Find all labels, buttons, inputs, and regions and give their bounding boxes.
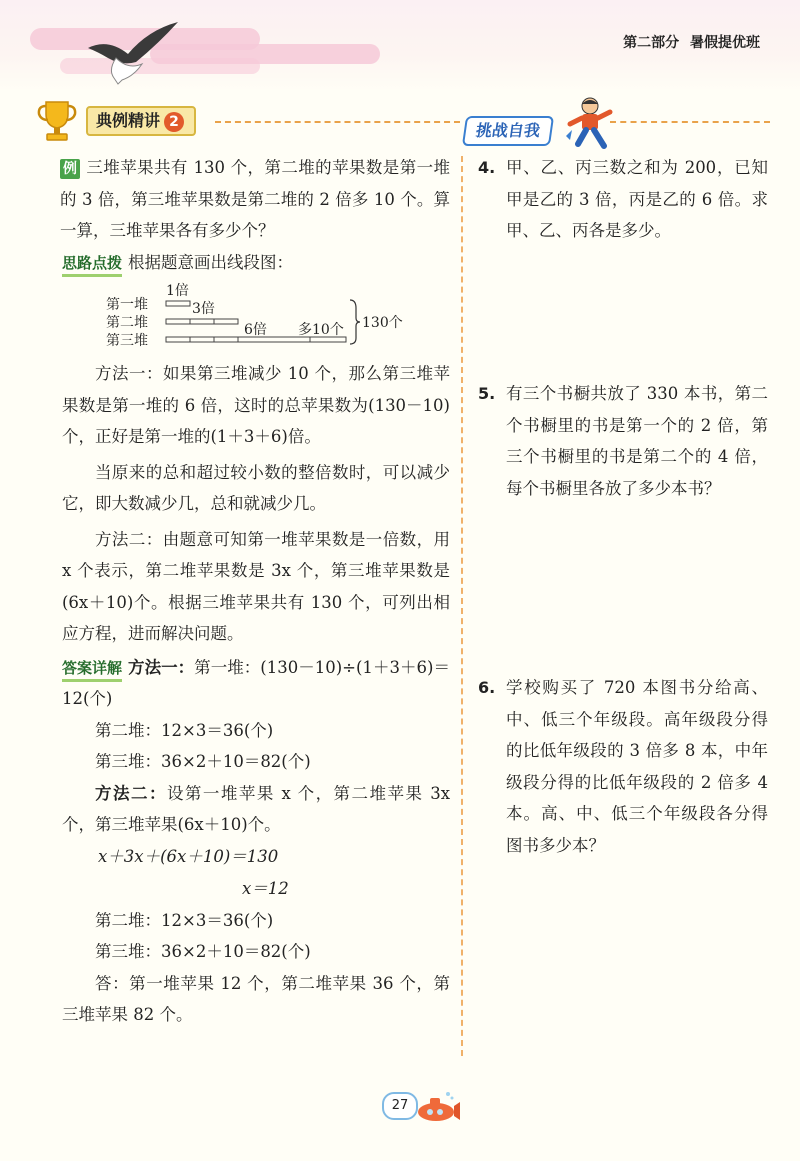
mark-3: 6倍 <box>244 322 267 338</box>
equation-2: x＝12 <box>242 878 289 898</box>
example-problem <box>60 152 450 247</box>
segment-row2 <box>166 319 238 324</box>
trophy-icon <box>36 98 78 142</box>
answer-m1-line3: 第三堆：36×2＋10＝82(个) <box>95 752 311 771</box>
seagull-icon <box>78 18 188 88</box>
segment-diagram-svg <box>62 282 450 352</box>
segment-diagram <box>62 282 450 352</box>
final-answer: 答：第一堆苹果 12 个，第二堆苹果 36 个，第三堆苹果 82 个。 <box>62 973 450 1024</box>
question-4 <box>478 152 768 247</box>
header-class-name: 暑假提优班 <box>690 35 760 51</box>
hint-text: 根据题意画出线段图： <box>128 252 294 272</box>
method2-text: 方法二：由题意可知第一堆苹果数是一倍数，用 x 个表示，第二堆苹果数是 3x 个，第三堆苹果数是(6x＋10)个。根据三堆苹果共有 130 个，可列出相应方程，进而解决问题。 <box>62 529 450 643</box>
answer-m1-line2: 第二堆：12×3＝36(个) <box>95 720 274 740</box>
question-6 <box>478 672 768 861</box>
total-brace <box>350 300 360 344</box>
answer-method1 <box>62 652 450 715</box>
column-divider <box>461 156 463 1056</box>
submarine-icon <box>414 1090 460 1124</box>
answer-method2 <box>62 778 450 841</box>
question-text: 有三个书橱共放了 330 本书，第二个书橱里的书是第一个的 2 倍，第三个书橱里的书是第二个的 4 倍，每个书橱里各放了多少本书？ <box>506 384 768 498</box>
section-title-text: 典例精讲 <box>96 111 161 130</box>
hint-line <box>62 247 450 279</box>
header-part: 第二部分 <box>623 35 680 51</box>
answer-m1-label: 方法一： <box>128 657 195 677</box>
note-text: 当原来的总和超过较小数的整倍数时，可以减少它，即大数减少几，总和就减少几。 <box>62 462 450 513</box>
example-problem-text: 三堆苹果共有 130 个，第二堆的苹果数是第一堆的 3 倍，第三堆苹果数是第二堆的 2 倍多 10 个。算一算，三堆苹果各有多少个？ <box>60 158 450 240</box>
method1-text: 方法一：如果第三堆减少 10 个，那么第三堆苹果数是第一堆的 6 倍，这时的总苹果数为(130－10)个，正好是第一堆的(1＋3＋6)倍。 <box>62 364 450 446</box>
row-label-1: 第一堆 <box>106 297 148 313</box>
answer-m2-text: 设第一堆苹果 x 个，第二堆苹果 3x 个，第三堆苹果(6x＋10)个。 <box>62 783 451 834</box>
divider-line <box>215 121 460 123</box>
mark-4: 多10个 <box>298 322 344 338</box>
section-number: 2 <box>164 112 184 132</box>
running-boy-icon <box>564 96 616 152</box>
total-label: 130个 <box>362 315 403 331</box>
page-number: 27 <box>382 1092 418 1120</box>
answer-m2-line3: 第三堆：36×2＋10＝82(个) <box>95 942 311 961</box>
answer-m2-label: 方法二： <box>95 783 167 803</box>
mark-1: 1倍 <box>166 283 189 299</box>
mark-2: 3倍 <box>192 301 215 317</box>
example-tag: 例 <box>60 159 80 179</box>
answer-m2-line2: 第二堆：12×3＝36(个) <box>95 910 274 930</box>
section-title <box>86 106 196 136</box>
challenge-title: 挑战自我 <box>462 116 554 146</box>
example-section <box>62 152 450 1031</box>
question-text: 学校购买了 720 本图书分给高、中、低三个年级段。高年级段分得的比低年级段的 3 倍多 8 本，中年级段分得的比低年级段的 2 倍多 4 本。高、中、低三个年级段各分得图书多少本？ <box>506 678 768 855</box>
question-number: 4. <box>478 158 496 177</box>
question-5 <box>478 378 768 504</box>
row-label-2: 第二堆 <box>106 315 148 331</box>
answer-label: 答案详解 <box>62 657 122 682</box>
row-label-3: 第三堆 <box>106 333 148 349</box>
equation-1: x＋3x＋(6x＋10)＝130 <box>98 846 279 866</box>
question-number: 5. <box>478 384 496 403</box>
question-number: 6. <box>478 678 496 697</box>
header-title <box>623 32 760 52</box>
question-text: 甲、乙、丙三数之和为 200，已知甲是乙的 3 倍，丙是乙的 6 倍。求甲、乙、丙各是多少。 <box>506 158 768 240</box>
segment-row1 <box>166 301 190 306</box>
challenge-heading <box>464 108 614 156</box>
page-header <box>0 0 800 92</box>
hint-label: 思路点拨 <box>62 252 122 277</box>
answer-m1-line1: 第一堆：(130－10)÷(1＋3＋6)＝12(个) <box>62 657 450 708</box>
divider-line <box>610 121 770 123</box>
